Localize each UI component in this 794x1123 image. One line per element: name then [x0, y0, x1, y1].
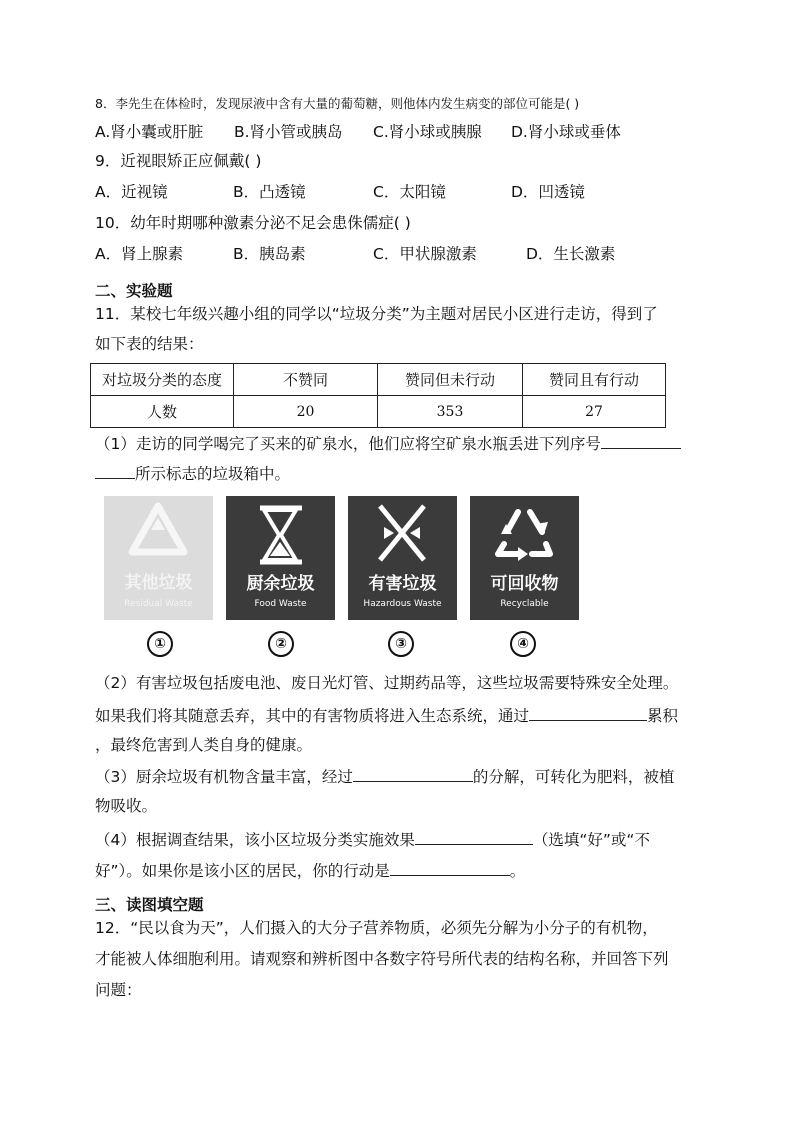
- table-cell: 20: [234, 396, 378, 428]
- q11-part4-line1: [95, 827, 650, 851]
- hourglass-icon: [226, 496, 335, 620]
- question-8-stem: 8．李先生在体检时，发现尿液中含有大量的葡萄糖，则他体内发生病变的部位可能是( ): [95, 96, 580, 111]
- table-header-cell: 对垃圾分类的态度: [91, 364, 234, 396]
- bin-en-label: Hazardous Waste: [363, 599, 442, 609]
- q11-part2-line2: [95, 703, 678, 727]
- q8-option-a[interactable]: A.肾小囊或肝脏: [95, 123, 204, 141]
- bin-number-label: ①: [147, 631, 173, 657]
- q8-option-b[interactable]: B.肾小管或胰岛: [234, 123, 343, 141]
- table-cell: 353: [378, 396, 523, 428]
- garbage-bin-signs: [104, 496, 584, 656]
- q11-part4-line2: [95, 858, 525, 882]
- bin-hazardous-waste: [348, 496, 457, 620]
- answer-blank[interactable]: [353, 764, 473, 782]
- q9-option-b[interactable]: B．凸透镜: [233, 183, 306, 201]
- bin-en-label: Residual Waste: [124, 599, 193, 609]
- question-9-stem: 9．近视眼矫正应佩戴( ): [95, 152, 262, 170]
- q11-part3-line1: [95, 764, 674, 788]
- q11-part2-line3: ，最终危害到人类自身的健康。: [95, 736, 313, 754]
- question-10-stem: 10．幼年时期哪种激素分泌不足会患侏儒症( ): [95, 214, 411, 232]
- q11-part2-text: 累积: [647, 707, 679, 725]
- q11-part2-line1: （2）有害垃圾包括废电池、废日光灯管、过期药品等，这些垃圾需要特殊安全处理。: [95, 674, 679, 692]
- table-cell: 人数: [91, 396, 234, 428]
- question-12-line1: 12．“民以食为天”，人们摄入的大分子营养物质，必须先分解为小分子的有机物，: [95, 919, 658, 937]
- q8-option-c[interactable]: C.肾小球或胰腺: [373, 123, 482, 141]
- bin-number-label: ②: [268, 631, 294, 657]
- q11-part2-text: 如果我们将其随意丢弃，其中的有害物质将进入生态系统，通过: [95, 707, 530, 725]
- question-12-line3: 问题：: [95, 981, 142, 999]
- q11-part3-text: 的分解，可转化为肥料，被植: [472, 768, 675, 786]
- table-header-cell: 不赞同: [234, 364, 378, 396]
- bin-cn-label: 可回收物: [490, 574, 559, 594]
- q11-part1-line1: [95, 431, 681, 455]
- bin-residual-waste: [104, 496, 213, 620]
- q11-part4-text: （选填“好”或“不: [532, 831, 650, 849]
- survey-table: [90, 363, 666, 428]
- answer-blank[interactable]: [529, 703, 647, 721]
- bin-recyclable: [470, 496, 579, 620]
- table-cell: 27: [523, 396, 666, 428]
- bin-en-label: Food Waste: [254, 599, 307, 609]
- q8-option-d[interactable]: D.肾小球或垂体: [511, 123, 621, 141]
- q11-part3-line2: 物吸收。: [95, 797, 158, 815]
- bin-cn-label: 厨余垃圾: [246, 574, 315, 594]
- q11-part1-line2: [95, 461, 290, 485]
- bin-food-waste: [226, 496, 335, 620]
- q10-option-a[interactable]: A．肾上腺素: [95, 245, 184, 263]
- q9-option-c[interactable]: C．太阳镜: [373, 183, 446, 201]
- bin-cn-label: 其他垃圾: [124, 573, 193, 593]
- table-header-row: [91, 364, 666, 396]
- table-header-cell: 赞同且有行动: [523, 364, 666, 396]
- bin-number-label: ③: [388, 631, 414, 657]
- answer-blank[interactable]: [390, 858, 510, 876]
- section-3-title: 三、读图填空题: [95, 896, 204, 914]
- answer-blank[interactable]: [601, 431, 681, 449]
- q10-option-b[interactable]: B．胰岛素: [233, 245, 306, 263]
- question-12-line2: 才能被人体细胞利用。请观察和辨析图中各数字符号所代表的结构名称，并回答下列: [95, 950, 669, 968]
- table-row: [91, 396, 666, 428]
- recycle-triangle-icon: [104, 496, 213, 620]
- question-11-stem-line1: 11．某校七年级兴趣小组的同学以“垃圾分类”为主题对居民小区进行走访，得到了: [95, 305, 658, 323]
- q10-option-d[interactable]: D．生长激素: [526, 245, 616, 263]
- q9-option-d[interactable]: D．凹透镜: [511, 183, 585, 201]
- question-11-stem-line2: 如下表的结果：: [95, 335, 204, 353]
- bin-en-label: Recyclable: [500, 599, 549, 609]
- answer-blank[interactable]: [415, 827, 533, 845]
- table-header-cell: 赞同但未行动: [378, 364, 523, 396]
- q11-part4-text: 好”）。如果你是该小区的居民，你的行动是: [95, 862, 390, 880]
- section-2-title: 二、实验题: [95, 282, 173, 300]
- q11-part1-text: （1）走访的同学喝完了买来的矿泉水，他们应将空矿泉水瓶丢进下列序号: [95, 435, 601, 453]
- q10-option-c[interactable]: C．甲状腺激素: [373, 245, 477, 263]
- recycle-arrows-icon: [470, 496, 579, 620]
- q11-part1-text: 所示标志的垃圾箱中。: [135, 465, 291, 483]
- bin-number-label: ④: [510, 631, 536, 657]
- answer-blank[interactable]: [95, 461, 135, 479]
- crossed-arrows-icon: [348, 496, 457, 620]
- bin-cn-label: 有害垃圾: [368, 574, 437, 594]
- q9-option-a[interactable]: A．近视镜: [95, 183, 168, 201]
- q11-part4-text: （4）根据调查结果，该小区垃圾分类实施效果: [95, 831, 415, 849]
- q11-part4-text: 。: [509, 862, 526, 880]
- q11-part3-text: （3）厨余垃圾有机物含量丰富，经过: [95, 768, 353, 786]
